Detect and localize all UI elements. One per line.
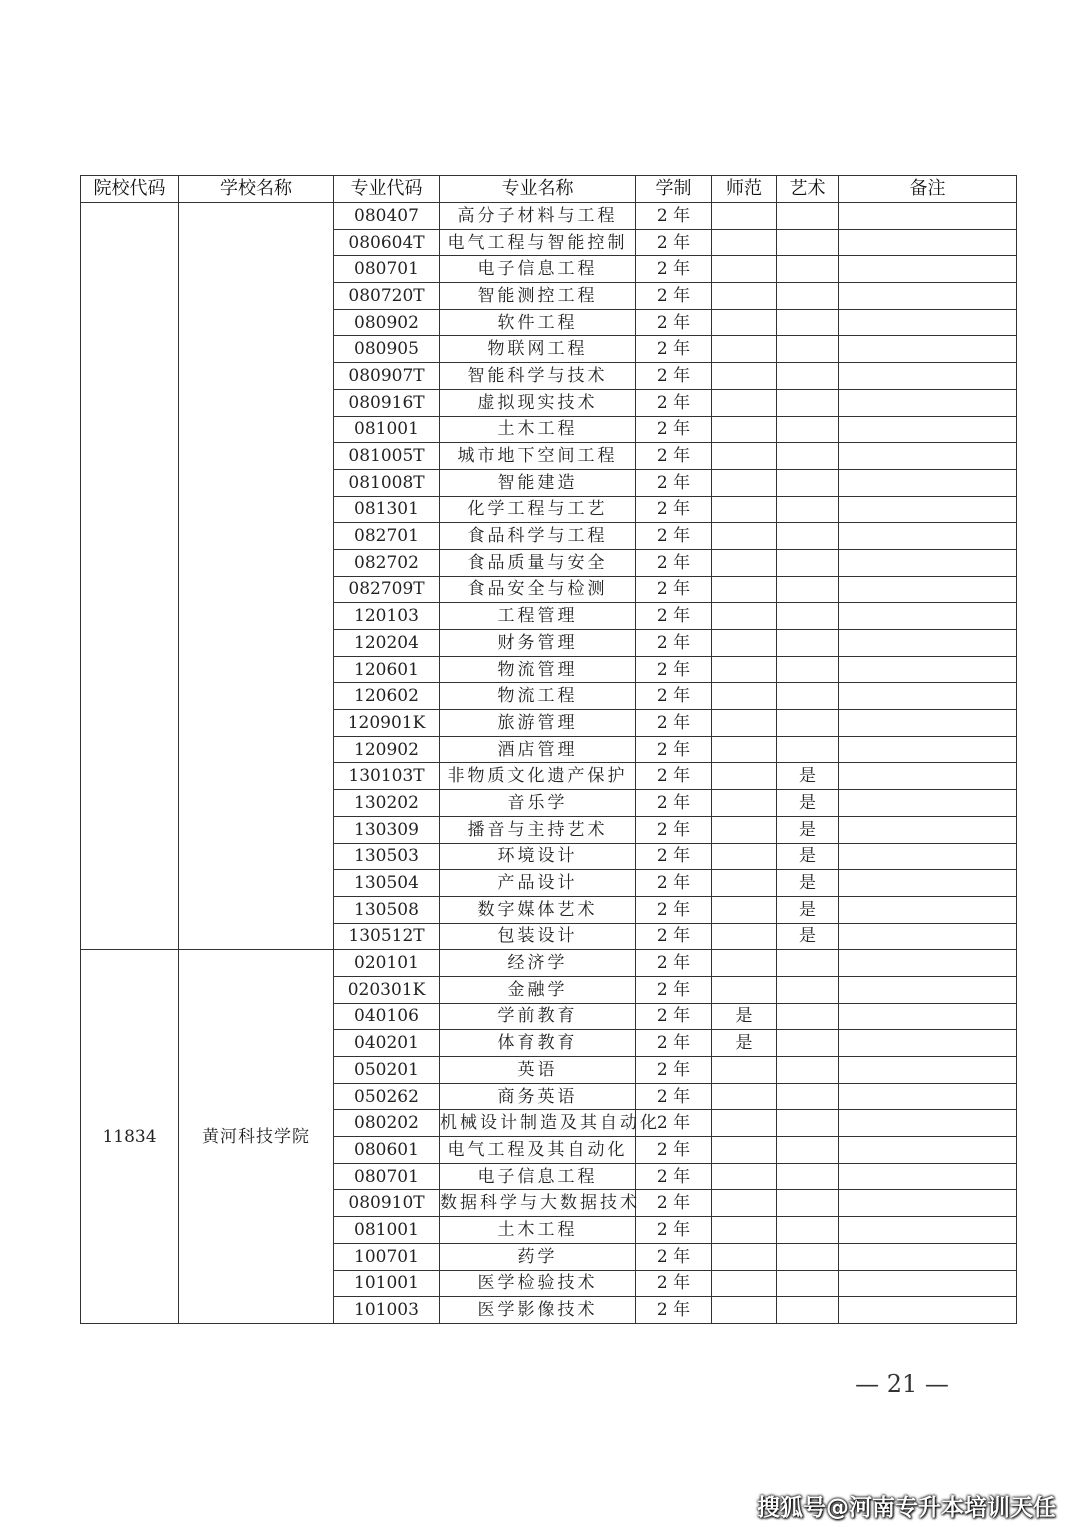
art-flag xyxy=(777,1297,839,1324)
major-name: 电子信息工程 xyxy=(440,1163,636,1190)
remarks xyxy=(839,656,1017,683)
normal-flag xyxy=(712,630,777,657)
normal-flag xyxy=(712,576,777,603)
duration: 2 年 xyxy=(636,576,712,603)
duration: 2 年 xyxy=(636,443,712,470)
major-name: 药学 xyxy=(440,1243,636,1270)
major-code: 080701 xyxy=(334,256,440,283)
normal-flag: 是 xyxy=(712,1003,777,1030)
art-flag xyxy=(777,1190,839,1217)
art-flag: 是 xyxy=(777,816,839,843)
duration: 2 年 xyxy=(636,256,712,283)
major-code: 080720T xyxy=(334,283,440,310)
table-row xyxy=(81,950,1017,977)
remarks xyxy=(839,576,1017,603)
duration: 2 年 xyxy=(636,1243,712,1270)
major-code: 080601 xyxy=(334,1137,440,1164)
duration: 2 年 xyxy=(636,416,712,443)
major-code: 081008T xyxy=(334,469,440,496)
remarks xyxy=(839,443,1017,470)
remarks xyxy=(839,309,1017,336)
remarks xyxy=(839,976,1017,1003)
normal-flag xyxy=(712,603,777,630)
school-code xyxy=(81,203,179,950)
header-school-name: 学校名称 xyxy=(179,176,334,203)
duration: 2 年 xyxy=(636,1270,712,1297)
art-flag xyxy=(777,469,839,496)
school-name: 黄河科技学院 xyxy=(179,950,334,1324)
major-name: 物流管理 xyxy=(440,656,636,683)
duration: 2 年 xyxy=(636,630,712,657)
duration: 2 年 xyxy=(636,1297,712,1324)
normal-flag xyxy=(712,416,777,443)
remarks xyxy=(839,763,1017,790)
major-code: 130512T xyxy=(334,923,440,950)
major-code: 120601 xyxy=(334,656,440,683)
major-code: 080910T xyxy=(334,1190,440,1217)
major-code: 130103T xyxy=(334,763,440,790)
duration: 2 年 xyxy=(636,336,712,363)
remarks xyxy=(839,1190,1017,1217)
major-name: 智能建造 xyxy=(440,469,636,496)
art-flag xyxy=(777,203,839,230)
normal-flag xyxy=(712,309,777,336)
remarks xyxy=(839,790,1017,817)
major-code: 080916T xyxy=(334,389,440,416)
duration: 2 年 xyxy=(636,1057,712,1084)
major-name: 医学检验技术 xyxy=(440,1270,636,1297)
art-flag xyxy=(777,336,839,363)
art-flag xyxy=(777,363,839,390)
art-flag xyxy=(777,1083,839,1110)
major-code: 080407 xyxy=(334,203,440,230)
table-row xyxy=(81,203,1017,230)
duration: 2 年 xyxy=(636,523,712,550)
major-code: 040106 xyxy=(334,1003,440,1030)
duration: 2 年 xyxy=(636,923,712,950)
art-flag: 是 xyxy=(777,843,839,870)
normal-flag xyxy=(712,683,777,710)
remarks xyxy=(839,630,1017,657)
major-code: 082701 xyxy=(334,523,440,550)
duration: 2 年 xyxy=(636,1217,712,1244)
major-name: 酒店管理 xyxy=(440,736,636,763)
major-code: 120602 xyxy=(334,683,440,710)
normal-flag xyxy=(712,1110,777,1137)
header-normal: 师范 xyxy=(712,176,777,203)
remarks xyxy=(839,1003,1017,1030)
major-name: 城市地下空间工程 xyxy=(440,443,636,470)
major-code: 130309 xyxy=(334,816,440,843)
major-code: 081301 xyxy=(334,496,440,523)
major-code: 020101 xyxy=(334,950,440,977)
normal-flag xyxy=(712,763,777,790)
remarks xyxy=(839,843,1017,870)
duration: 2 年 xyxy=(636,549,712,576)
art-flag xyxy=(777,736,839,763)
remarks xyxy=(839,1217,1017,1244)
remarks xyxy=(839,336,1017,363)
duration: 2 年 xyxy=(636,1003,712,1030)
normal-flag xyxy=(712,870,777,897)
major-name: 旅游管理 xyxy=(440,710,636,737)
remarks xyxy=(839,736,1017,763)
normal-flag xyxy=(712,1297,777,1324)
duration: 2 年 xyxy=(636,816,712,843)
remarks xyxy=(839,603,1017,630)
normal-flag xyxy=(712,336,777,363)
major-name: 物联网工程 xyxy=(440,336,636,363)
art-flag xyxy=(777,656,839,683)
normal-flag xyxy=(712,1163,777,1190)
art-flag xyxy=(777,603,839,630)
major-name: 食品安全与检测 xyxy=(440,576,636,603)
major-name: 产品设计 xyxy=(440,870,636,897)
duration: 2 年 xyxy=(636,976,712,1003)
normal-flag xyxy=(712,736,777,763)
major-code: 081001 xyxy=(334,1217,440,1244)
art-flag: 是 xyxy=(777,763,839,790)
remarks xyxy=(839,683,1017,710)
major-code: 080902 xyxy=(334,309,440,336)
duration: 2 年 xyxy=(636,1137,712,1164)
major-name: 体育教育 xyxy=(440,1030,636,1057)
major-code: 082702 xyxy=(334,549,440,576)
major-name: 音乐学 xyxy=(440,790,636,817)
duration: 2 年 xyxy=(636,389,712,416)
normal-flag xyxy=(712,283,777,310)
normal-flag xyxy=(712,256,777,283)
major-name: 环境设计 xyxy=(440,843,636,870)
remarks xyxy=(839,816,1017,843)
art-flag xyxy=(777,950,839,977)
major-name: 商务英语 xyxy=(440,1083,636,1110)
normal-flag xyxy=(712,496,777,523)
major-code: 081005T xyxy=(334,443,440,470)
major-name: 数据科学与大数据技术 xyxy=(440,1190,636,1217)
remarks xyxy=(839,870,1017,897)
art-flag xyxy=(777,549,839,576)
major-name: 数字媒体艺术 xyxy=(440,896,636,923)
major-name: 电气工程与智能控制 xyxy=(440,229,636,256)
major-name: 食品质量与安全 xyxy=(440,549,636,576)
duration: 2 年 xyxy=(636,1110,712,1137)
art-flag xyxy=(777,1243,839,1270)
remarks xyxy=(839,1030,1017,1057)
duration: 2 年 xyxy=(636,656,712,683)
normal-flag xyxy=(712,923,777,950)
major-code: 100701 xyxy=(334,1243,440,1270)
remarks xyxy=(839,523,1017,550)
duration: 2 年 xyxy=(636,896,712,923)
normal-flag xyxy=(712,1190,777,1217)
art-flag xyxy=(777,1057,839,1084)
normal-flag xyxy=(712,389,777,416)
remarks xyxy=(839,1270,1017,1297)
major-name: 电气工程及其自动化 xyxy=(440,1137,636,1164)
art-flag: 是 xyxy=(777,790,839,817)
art-flag xyxy=(777,683,839,710)
major-code: 081001 xyxy=(334,416,440,443)
remarks xyxy=(839,496,1017,523)
major-name: 虚拟现实技术 xyxy=(440,389,636,416)
art-flag xyxy=(777,976,839,1003)
normal-flag xyxy=(712,443,777,470)
duration: 2 年 xyxy=(636,1163,712,1190)
major-name: 英语 xyxy=(440,1057,636,1084)
normal-flag xyxy=(712,523,777,550)
normal-flag xyxy=(712,976,777,1003)
remarks xyxy=(839,1243,1017,1270)
duration: 2 年 xyxy=(636,309,712,336)
normal-flag xyxy=(712,1057,777,1084)
major-code: 120204 xyxy=(334,630,440,657)
normal-flag xyxy=(712,1270,777,1297)
remarks xyxy=(839,950,1017,977)
remarks xyxy=(839,256,1017,283)
remarks xyxy=(839,896,1017,923)
remarks xyxy=(839,1137,1017,1164)
major-name: 土木工程 xyxy=(440,1217,636,1244)
major-code: 080905 xyxy=(334,336,440,363)
duration: 2 年 xyxy=(636,283,712,310)
header-duration: 学制 xyxy=(636,176,712,203)
major-name: 智能测控工程 xyxy=(440,283,636,310)
remarks xyxy=(839,389,1017,416)
art-flag xyxy=(777,229,839,256)
art-flag xyxy=(777,283,839,310)
school-code: 11834 xyxy=(81,950,179,1324)
art-flag xyxy=(777,1217,839,1244)
majors-table xyxy=(80,175,1017,1324)
major-code: 130202 xyxy=(334,790,440,817)
duration: 2 年 xyxy=(636,229,712,256)
duration: 2 年 xyxy=(636,496,712,523)
normal-flag xyxy=(712,229,777,256)
remarks xyxy=(839,229,1017,256)
art-flag xyxy=(777,1110,839,1137)
normal-flag xyxy=(712,549,777,576)
duration: 2 年 xyxy=(636,710,712,737)
major-code: 130508 xyxy=(334,896,440,923)
major-name: 学前教育 xyxy=(440,1003,636,1030)
art-flag xyxy=(777,576,839,603)
art-flag xyxy=(777,1003,839,1030)
duration: 2 年 xyxy=(636,1030,712,1057)
normal-flag xyxy=(712,203,777,230)
remarks xyxy=(839,1110,1017,1137)
major-name: 机械设计制造及其自动化 xyxy=(440,1110,636,1137)
art-flag: 是 xyxy=(777,923,839,950)
duration: 2 年 xyxy=(636,1083,712,1110)
duration: 2 年 xyxy=(636,683,712,710)
art-flag xyxy=(777,496,839,523)
header-school-code: 院校代码 xyxy=(81,176,179,203)
normal-flag xyxy=(712,469,777,496)
header-major-name: 专业名称 xyxy=(440,176,636,203)
major-code: 080701 xyxy=(334,1163,440,1190)
major-name: 化学工程与工艺 xyxy=(440,496,636,523)
major-name: 食品科学与工程 xyxy=(440,523,636,550)
major-name: 软件工程 xyxy=(440,309,636,336)
duration: 2 年 xyxy=(636,870,712,897)
major-code: 050262 xyxy=(334,1083,440,1110)
major-name: 医学影像技术 xyxy=(440,1297,636,1324)
remarks xyxy=(839,1083,1017,1110)
major-code: 050201 xyxy=(334,1057,440,1084)
normal-flag xyxy=(712,1243,777,1270)
page-number: — 21 — xyxy=(855,1370,949,1398)
normal-flag xyxy=(712,790,777,817)
school-name xyxy=(179,203,334,950)
art-flag xyxy=(777,443,839,470)
header-art: 艺术 xyxy=(777,176,839,203)
major-code: 082709T xyxy=(334,576,440,603)
major-name: 非物质文化遗产保护 xyxy=(440,763,636,790)
major-name: 土木工程 xyxy=(440,416,636,443)
major-name: 智能科学与技术 xyxy=(440,363,636,390)
art-flag xyxy=(777,523,839,550)
art-flag xyxy=(777,1030,839,1057)
normal-flag xyxy=(712,816,777,843)
art-flag xyxy=(777,256,839,283)
major-name: 经济学 xyxy=(440,950,636,977)
art-flag xyxy=(777,416,839,443)
art-flag xyxy=(777,710,839,737)
major-name: 金融学 xyxy=(440,976,636,1003)
major-code: 101001 xyxy=(334,1270,440,1297)
major-code: 080907T xyxy=(334,363,440,390)
major-code: 130504 xyxy=(334,870,440,897)
major-code: 080202 xyxy=(334,1110,440,1137)
major-name: 财务管理 xyxy=(440,630,636,657)
remarks xyxy=(839,203,1017,230)
major-code: 120103 xyxy=(334,603,440,630)
duration: 2 年 xyxy=(636,736,712,763)
remarks xyxy=(839,416,1017,443)
major-code: 120901K xyxy=(334,710,440,737)
major-name: 电子信息工程 xyxy=(440,256,636,283)
art-flag xyxy=(777,1137,839,1164)
art-flag xyxy=(777,1163,839,1190)
remarks xyxy=(839,363,1017,390)
major-name: 高分子材料与工程 xyxy=(440,203,636,230)
major-name: 物流工程 xyxy=(440,683,636,710)
normal-flag xyxy=(712,843,777,870)
normal-flag xyxy=(712,950,777,977)
remarks xyxy=(839,710,1017,737)
remarks xyxy=(839,283,1017,310)
table-body xyxy=(81,203,1017,1324)
major-code: 130503 xyxy=(334,843,440,870)
major-name: 播音与主持艺术 xyxy=(440,816,636,843)
normal-flag xyxy=(712,1083,777,1110)
duration: 2 年 xyxy=(636,763,712,790)
art-flag: 是 xyxy=(777,896,839,923)
major-code: 080604T xyxy=(334,229,440,256)
header-row xyxy=(81,176,1017,203)
normal-flag xyxy=(712,1137,777,1164)
duration: 2 年 xyxy=(636,843,712,870)
header-remarks: 备注 xyxy=(839,176,1017,203)
major-code: 040201 xyxy=(334,1030,440,1057)
duration: 2 年 xyxy=(636,603,712,630)
duration: 2 年 xyxy=(636,203,712,230)
major-code: 020301K xyxy=(334,976,440,1003)
remarks xyxy=(839,469,1017,496)
remarks xyxy=(839,1297,1017,1324)
art-flag xyxy=(777,1270,839,1297)
normal-flag xyxy=(712,710,777,737)
art-flag xyxy=(777,630,839,657)
remarks xyxy=(839,1163,1017,1190)
duration: 2 年 xyxy=(636,950,712,977)
duration: 2 年 xyxy=(636,790,712,817)
duration: 2 年 xyxy=(636,363,712,390)
art-flag: 是 xyxy=(777,870,839,897)
normal-flag xyxy=(712,363,777,390)
major-name: 包装设计 xyxy=(440,923,636,950)
normal-flag: 是 xyxy=(712,1030,777,1057)
major-code: 101003 xyxy=(334,1297,440,1324)
art-flag xyxy=(777,309,839,336)
major-code: 120902 xyxy=(334,736,440,763)
normal-flag xyxy=(712,656,777,683)
normal-flag xyxy=(712,1217,777,1244)
watermark: 搜狐号@河南专升本培训天任 xyxy=(757,1495,1056,1521)
major-name: 工程管理 xyxy=(440,603,636,630)
duration: 2 年 xyxy=(636,1190,712,1217)
normal-flag xyxy=(712,896,777,923)
header-major-code: 专业代码 xyxy=(334,176,440,203)
art-flag xyxy=(777,389,839,416)
remarks xyxy=(839,549,1017,576)
remarks xyxy=(839,923,1017,950)
remarks xyxy=(839,1057,1017,1084)
duration: 2 年 xyxy=(636,469,712,496)
